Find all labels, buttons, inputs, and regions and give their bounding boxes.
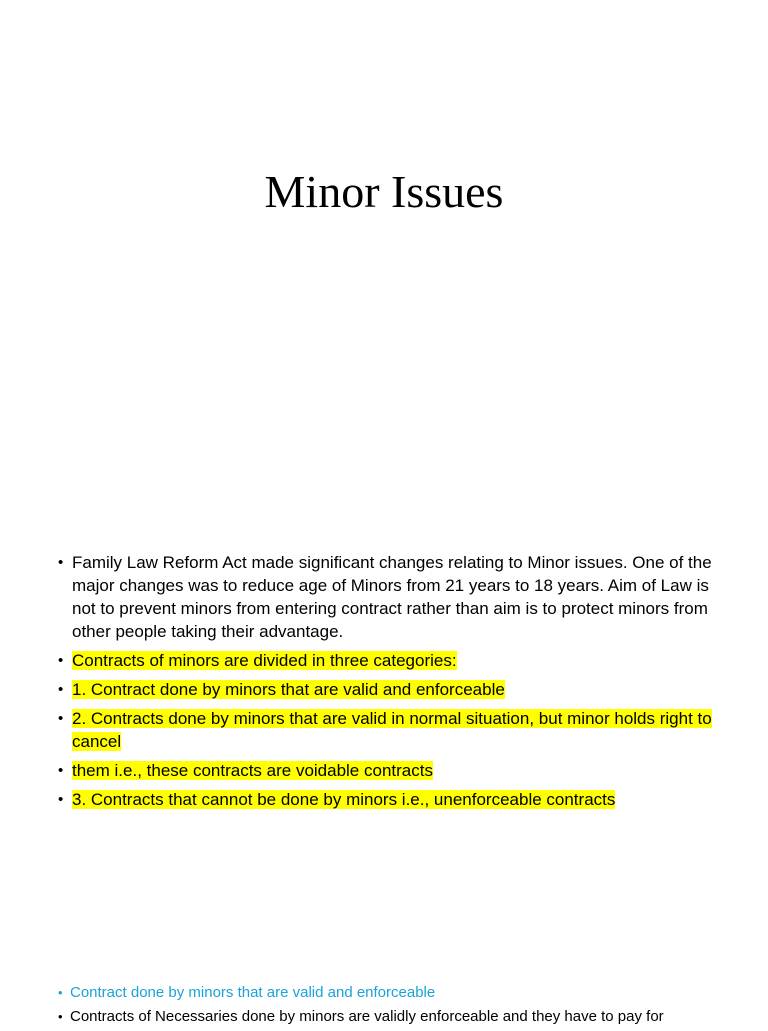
bullet-icon: • <box>58 710 64 727</box>
slide-title: Minor Issues <box>264 166 504 217</box>
highlighted-text: 2. Contracts done by minors that are valid in normal situation, but minor holds right to cancel <box>72 709 712 751</box>
bullet-icon: • <box>58 791 64 808</box>
bullet-icon: • <box>58 681 64 698</box>
list-item <box>56 678 716 701</box>
bullet-icon: • <box>58 762 64 779</box>
highlighted-text: 3. Contracts that cannot be done by minors i.e., unenforceable contracts <box>72 790 616 809</box>
list-item <box>56 707 716 753</box>
list-item <box>56 788 716 811</box>
next-slide-heading: Contract done by minors that are valid and enforceable <box>70 984 436 1001</box>
list-item <box>56 1007 756 1027</box>
highlighted-text: 1. Contract done by minors that are valid and enforceable <box>72 680 505 699</box>
next-slide-first-bullet: Contracts of Necessaries done by minors are validly enforceable and they have to pay for <box>70 1008 664 1025</box>
bullet-list <box>56 551 716 817</box>
list-item <box>56 551 716 643</box>
list-item <box>56 649 716 672</box>
bullet-icon: • <box>58 985 63 1000</box>
list-item <box>56 983 756 1003</box>
highlighted-text: Contracts of minors are divided in three categories: <box>72 651 457 670</box>
bullet-text: Family Law Reform Act made significant changes relating to Minor issues. One of the major changes was to reduce age of Minors from 21 years to 18 years. Aim of Law is not to prevent minors from entering contract rather than aim is to protect minors from other people taking their advantage. <box>72 553 712 641</box>
list-item <box>56 759 716 782</box>
highlighted-text: them i.e., these contracts are voidable contracts <box>72 761 433 780</box>
bullet-icon: • <box>58 554 64 571</box>
bullet-icon: • <box>58 1009 63 1024</box>
bullet-icon: • <box>58 652 64 669</box>
